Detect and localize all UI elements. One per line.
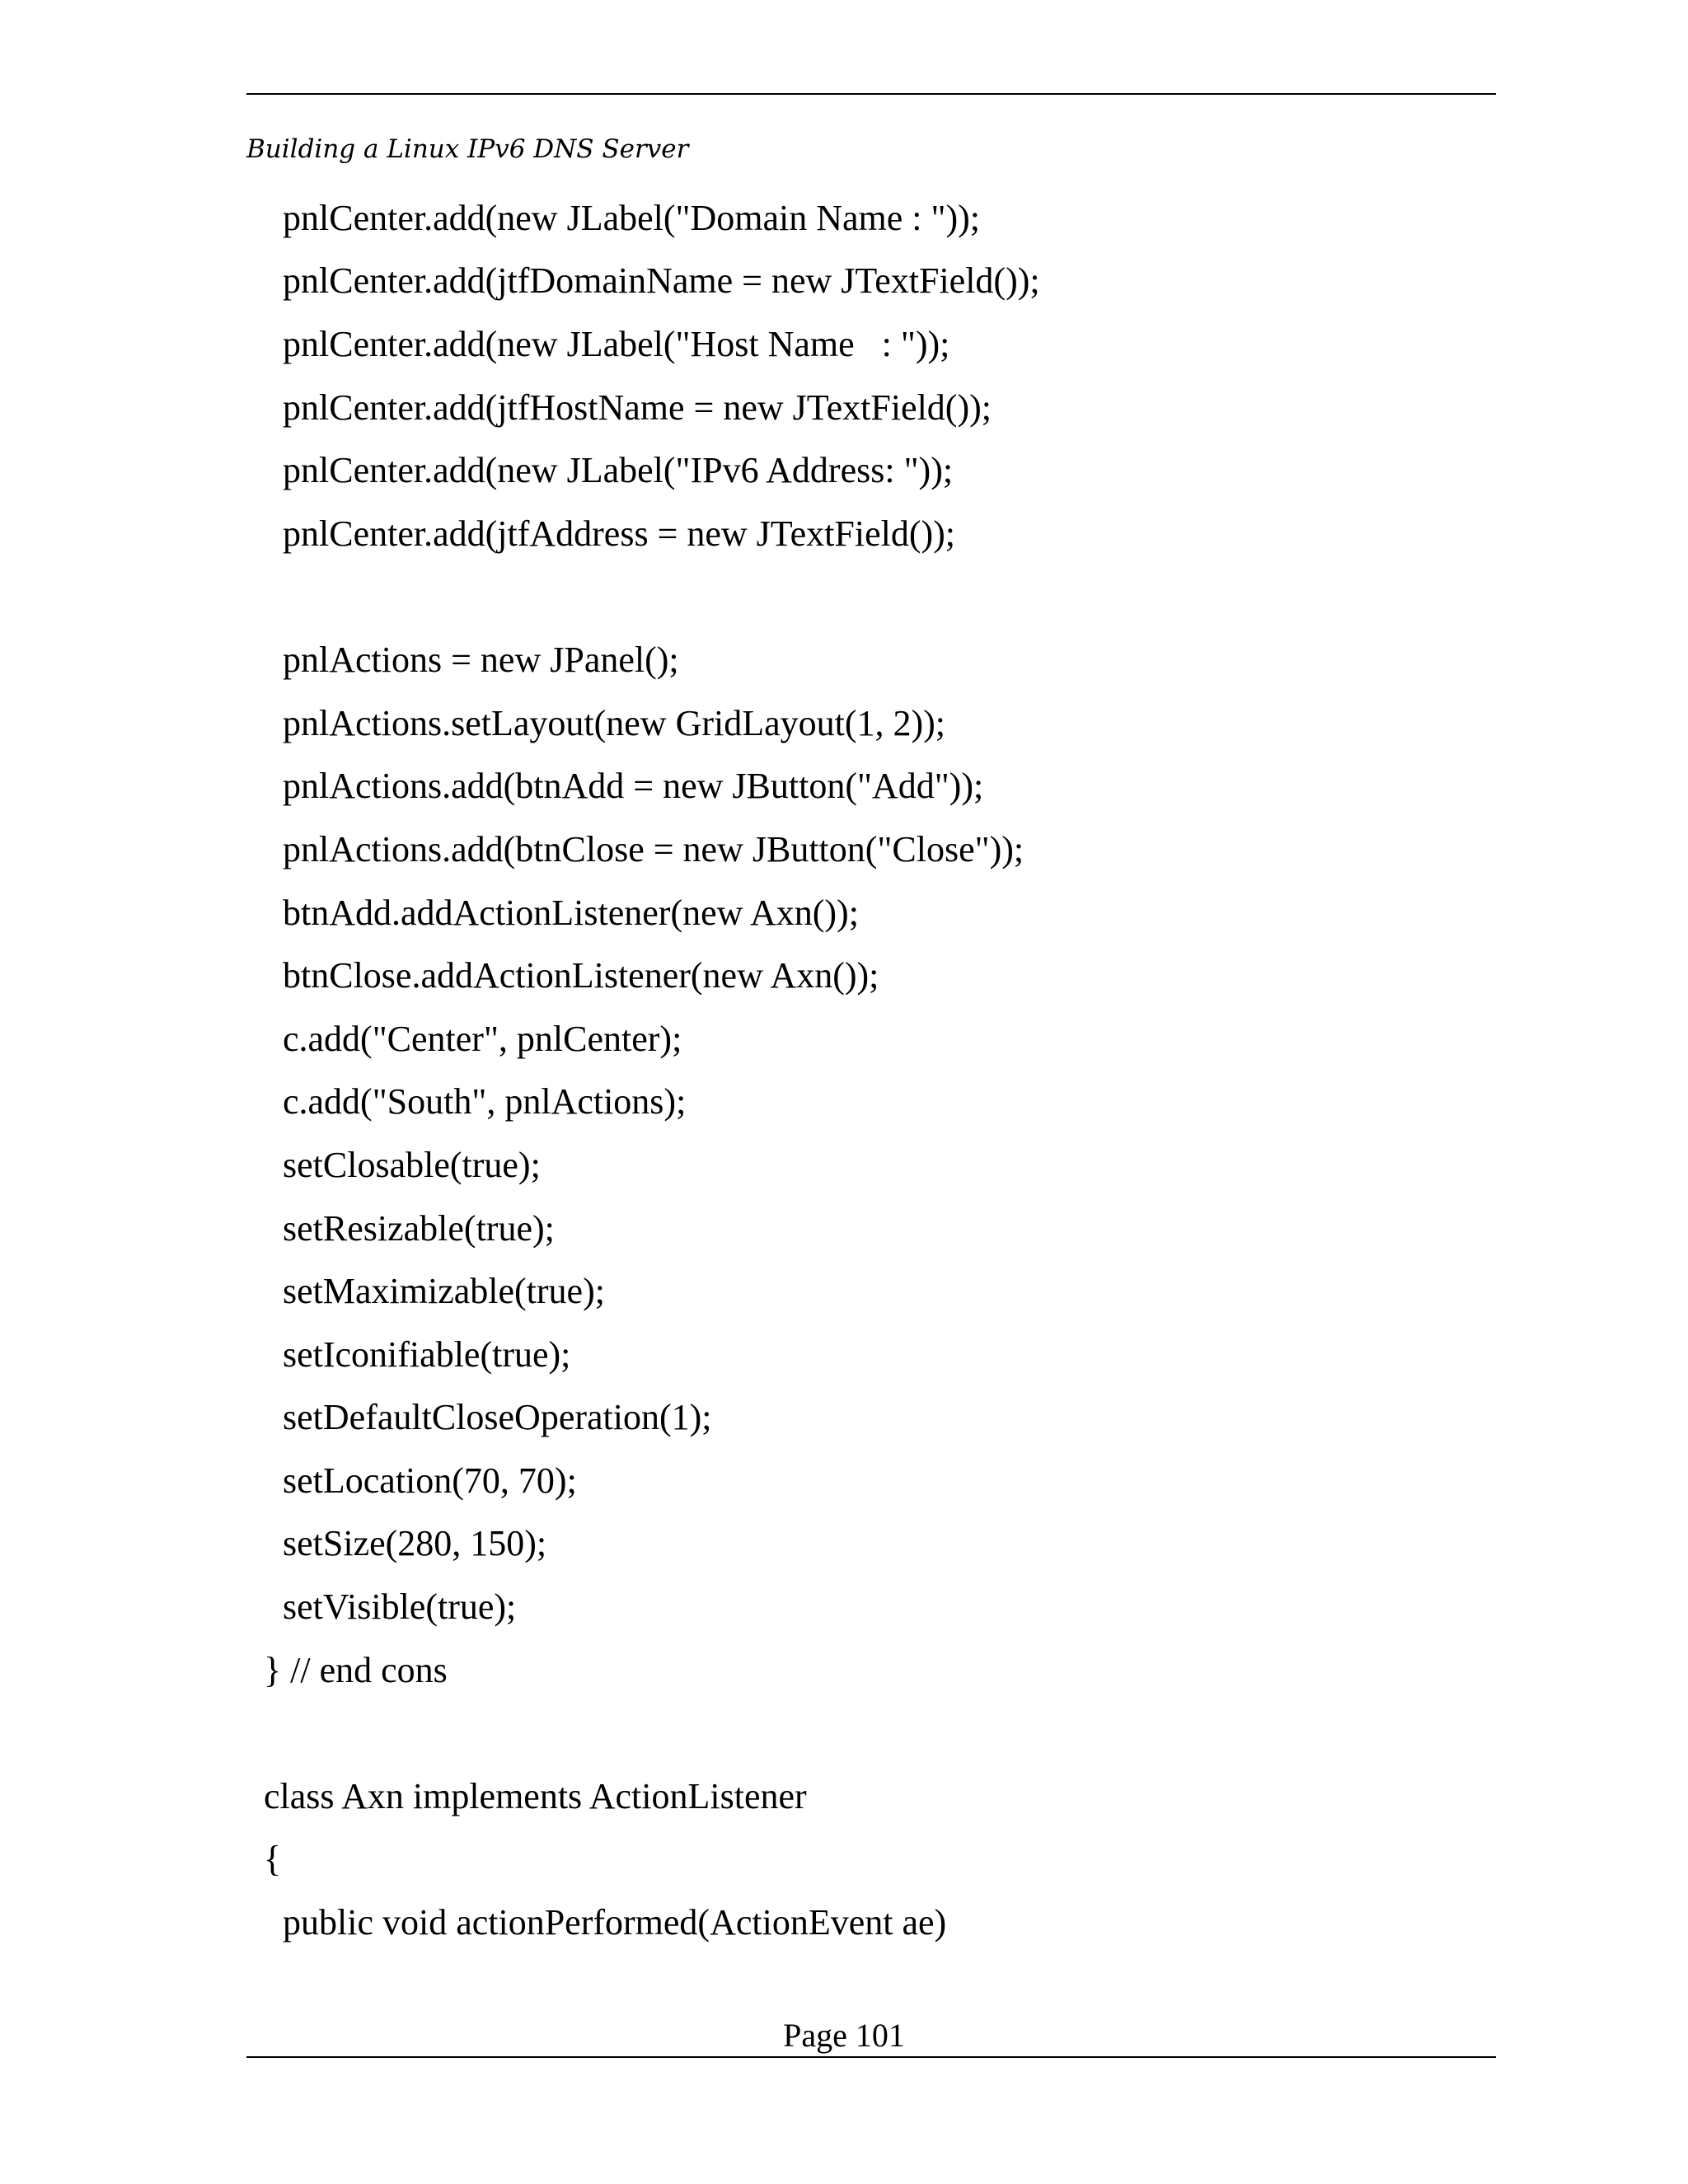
- code-line: c.add("Center", pnlCenter);: [283, 1019, 682, 1059]
- code-line: setResizable(true);: [283, 1208, 555, 1249]
- code-line: pnlActions.setLayout(new GridLayout(1, 2));: [283, 703, 946, 743]
- code-line: setSize(280, 150);: [283, 1523, 547, 1563]
- code-line: setDefaultCloseOperation(1);: [283, 1397, 712, 1437]
- code-line: public void actionPerformed(ActionEvent ae): [283, 1902, 947, 1943]
- footer-rule: [246, 2056, 1496, 2058]
- code-line: pnlActions.add(btnClose = new JButton("Close"));: [283, 829, 1025, 869]
- code-line: setLocation(70, 70);: [283, 1460, 577, 1501]
- code-line: pnlActions.add(btnAdd = new JButton("Add"));: [283, 766, 984, 806]
- code-line: pnlCenter.add(new JLabel("IPv6 Address: "));: [283, 450, 954, 490]
- code-line: pnlCenter.add(jtfDomainName = new JTextField());: [283, 260, 1040, 301]
- code-line: {: [264, 1839, 282, 1879]
- code-line: class Axn implements ActionListener: [264, 1776, 807, 1816]
- code-line: c.add("South", pnlActions);: [283, 1081, 687, 1122]
- code-line: pnlCenter.add(jtfAddress = new JTextField());: [283, 513, 955, 554]
- code-line: pnlCenter.add(new JLabel("Host Name : "));: [283, 324, 950, 364]
- code-line: pnlActions = new JPanel();: [283, 640, 679, 680]
- code-line: setClosable(true);: [283, 1145, 541, 1185]
- code-line: setVisible(true);: [283, 1586, 517, 1627]
- code-line: btnClose.addActionListener(new Axn());: [283, 955, 879, 996]
- code-line: btnAdd.addActionListener(new Axn());: [283, 893, 859, 933]
- code-line: setIconifiable(true);: [283, 1334, 571, 1375]
- running-header-title: Building a Linux IPv6 DNS Server: [246, 134, 689, 164]
- page-number: Page 101: [783, 2017, 905, 2054]
- code-line: setMaximizable(true);: [283, 1271, 605, 1311]
- code-line: pnlCenter.add(jtfHostName = new JTextField());: [283, 387, 992, 428]
- code-line: pnlCenter.add(new JLabel("Domain Name : "));: [283, 198, 980, 238]
- code-line: } // end cons: [264, 1650, 448, 1690]
